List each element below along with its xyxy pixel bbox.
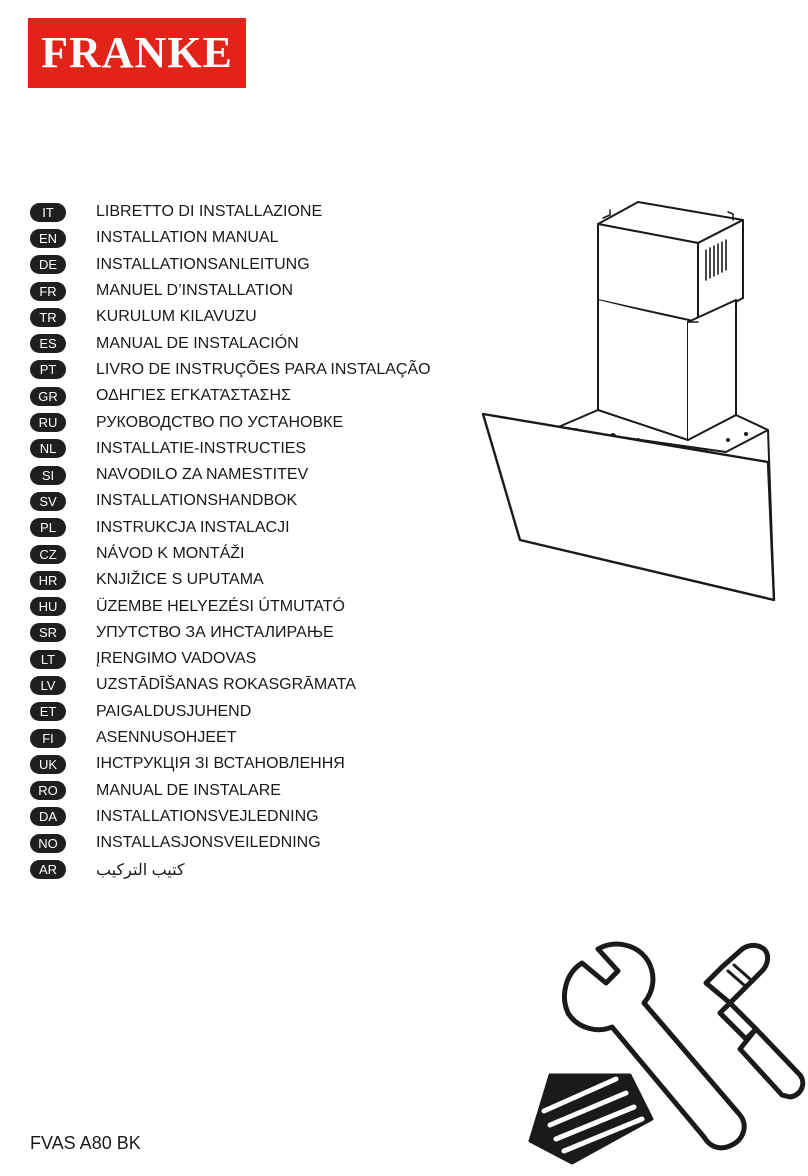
language-manual-title: MANUEL D’INSTALLATION — [96, 282, 294, 300]
language-row-da — [30, 804, 431, 830]
language-manual-title: INSTALLASJONSVEILEDNING — [96, 834, 321, 852]
language-manual-title: MANUAL DE INSTALACIÓN — [96, 334, 299, 352]
model-number: FVAS A80 BK — [30, 1133, 141, 1153]
language-manual-title: INSTALLATIONSANLEITUNG — [96, 255, 310, 273]
language-row-hu — [30, 593, 431, 619]
language-manual-title: ÜZEMBE HELYEZÉSI ÚTMUTATÓ — [96, 597, 345, 615]
wrench-screwdriver-icon — [520, 925, 808, 1165]
cooker-hood-drawing — [478, 190, 778, 610]
language-row-uk — [30, 751, 431, 777]
language-row-cz — [30, 541, 431, 567]
language-row-ar — [30, 856, 431, 882]
language-code-badge: FI — [30, 729, 66, 748]
language-code-badge: SI — [30, 466, 66, 485]
language-row-nl — [30, 436, 431, 462]
language-code-badge: UK — [30, 755, 66, 774]
language-code-badge: FR — [30, 282, 66, 301]
language-row-si — [30, 462, 431, 488]
language-manual-title: NAVODILO ZA NAMESTITEV — [96, 466, 309, 484]
language-code-badge: HU — [30, 597, 66, 616]
language-row-lv — [30, 672, 431, 698]
language-manual-title: INSTALLATION MANUAL — [96, 229, 279, 247]
language-row-fi — [30, 725, 431, 751]
language-row-tr — [30, 304, 431, 330]
language-row-no — [30, 830, 431, 856]
language-code-badge: PL — [30, 518, 66, 537]
language-row-sr — [30, 620, 431, 646]
language-manual-title: LIBRETTO DI INSTALLAZIONE — [96, 203, 323, 221]
language-code-badge: DE — [30, 255, 66, 274]
language-code-badge: TR — [30, 308, 66, 327]
language-manual-title: УПУТСТВО ЗА ИНСТАЛИРАЊЕ — [96, 623, 334, 641]
language-manual-title: LIVRO DE INSTRUÇÕES PARA INSTALAÇÃO — [96, 360, 431, 378]
language-row-ro — [30, 778, 431, 804]
language-manual-title: PAIGALDUSJUHEND — [96, 702, 252, 720]
language-code-badge: IT — [30, 203, 66, 222]
language-code-badge: NL — [30, 439, 66, 458]
language-manual-title: ІНСТРУКЦІЯ ЗІ ВСТАНОВЛЕННЯ — [96, 755, 345, 773]
language-row-it — [30, 199, 431, 225]
language-manual-title: KURULUM KILAVUZU — [96, 308, 257, 326]
language-row-pl — [30, 515, 431, 541]
language-code-badge: AR — [30, 860, 66, 879]
language-code-badge: NO — [30, 834, 66, 853]
language-row-et — [30, 699, 431, 725]
language-manual-title: MANUAL DE INSTALARE — [96, 781, 281, 799]
language-code-badge: RU — [30, 413, 66, 432]
language-row-pt — [30, 357, 431, 383]
language-row-es — [30, 330, 431, 356]
language-code-badge: HR — [30, 571, 66, 590]
franke-logo — [28, 18, 246, 88]
language-code-badge: ES — [30, 334, 66, 353]
language-row-hr — [30, 567, 431, 593]
language-manual-title: ASENNUSOHJEET — [96, 729, 237, 747]
language-manual-title: كتيب التركيب — [96, 861, 185, 879]
language-manual-title: UZSTĀDĪŠANAS ROKASGRĀMATA — [96, 676, 356, 694]
language-code-badge: RO — [30, 781, 66, 800]
language-row-de — [30, 252, 431, 278]
language-manual-title: ΟΔΗΓΊΕΣ ΕΓΚΑΤΆΣΤΑΣΗΣ — [96, 387, 291, 405]
language-row-fr — [30, 278, 431, 304]
language-row-en — [30, 225, 431, 251]
language-manual-title: РУКОВОДСТВО ПО УСТАНОВКЕ — [96, 413, 344, 431]
language-code-badge: SV — [30, 492, 66, 511]
language-code-badge: CZ — [30, 545, 66, 564]
language-manual-title: ĮRENGIMO VADOVAS — [96, 650, 257, 668]
language-manual-title: INSTALLATIONSHANDBOK — [96, 492, 298, 510]
language-row-gr — [30, 383, 431, 409]
language-code-badge: EN — [30, 229, 66, 248]
language-code-badge: PT — [30, 360, 66, 379]
language-code-badge: ET — [30, 702, 66, 721]
logo-text: FRANKE — [41, 28, 233, 77]
language-manual-title: NÁVOD K MONTÁŽI — [96, 545, 245, 562]
language-code-badge: LT — [30, 650, 66, 669]
language-code-badge: GR — [30, 387, 66, 406]
language-list — [30, 199, 431, 883]
language-row-sv — [30, 488, 431, 514]
language-code-badge: DA — [30, 807, 66, 826]
language-row-lt — [30, 646, 431, 672]
language-code-badge: LV — [30, 676, 66, 695]
language-manual-title: INSTALLATIONSVEJLEDNING — [96, 807, 319, 825]
language-manual-title: KNJIŽICE S UPUTAMA — [96, 571, 264, 589]
language-manual-title: INSTALLATIE-INSTRUCTIES — [96, 439, 307, 457]
language-manual-title: INSTRUKCJA INSTALACJI — [96, 518, 290, 536]
language-row-ru — [30, 409, 431, 435]
language-code-badge: SR — [30, 623, 66, 642]
